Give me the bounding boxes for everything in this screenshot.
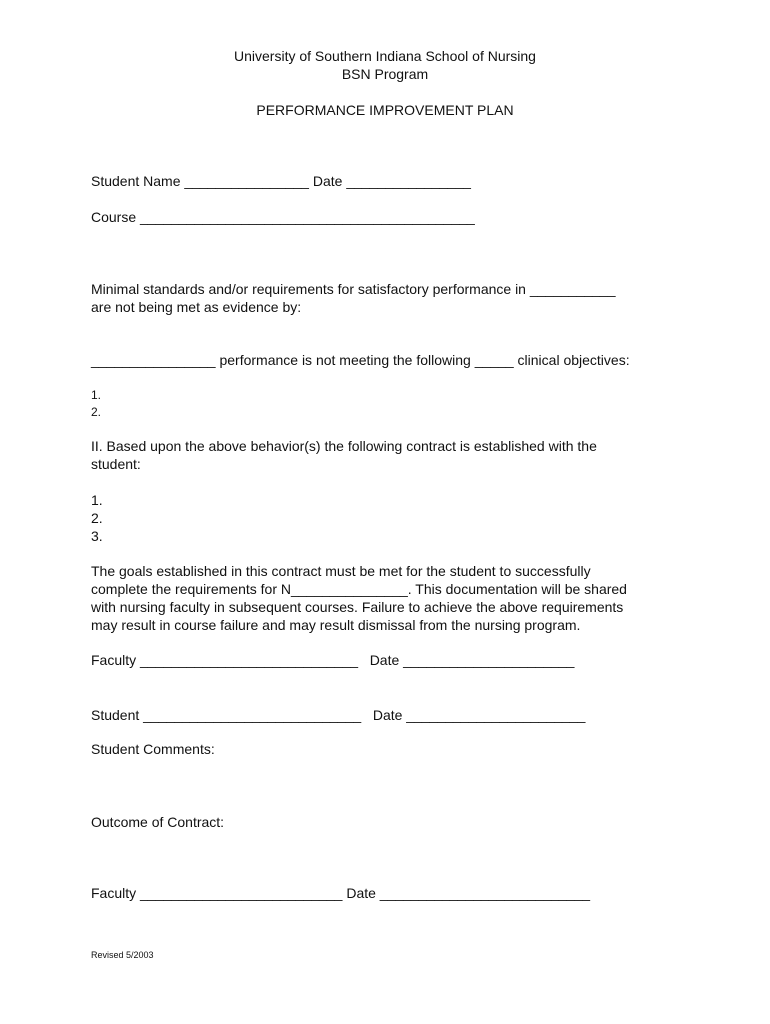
revision-note: Revised 5/2003 — [91, 950, 154, 960]
student-signature-field: Student ____________________________ Date _______________________ — [91, 707, 586, 723]
outcome-label: Outcome of Contract: — [91, 814, 225, 830]
goals-text-line-1: The goals established in this contract must be met for the student to successfully — [91, 563, 591, 579]
goals-text-line-4: may result in course failure and may result dismissal from the nursing program. — [91, 617, 581, 633]
final-faculty-signature-field: Faculty __________________________ Date ___________________________ — [91, 885, 591, 901]
institution-heading: University of Southern Indiana School of Nursing — [234, 48, 536, 64]
objective-item: 2. — [91, 405, 102, 419]
contract-item: 3. — [91, 528, 103, 544]
course-field: Course ___________________________________________ — [91, 209, 475, 225]
objective-item: 1. — [91, 388, 102, 402]
faculty-signature-field: Faculty ____________________________ Date ______________________ — [91, 652, 575, 668]
standards-text-line-2: are not being met as evidence by: — [91, 299, 302, 315]
document-title: PERFORMANCE IMPROVEMENT PLAN — [256, 102, 514, 118]
student-name-date-field: Student Name ________________ Date ________________ — [91, 173, 471, 189]
program-heading: BSN Program — [341, 66, 429, 82]
contract-text-line-2: student: — [91, 456, 141, 472]
contract-item: 1. — [91, 492, 103, 508]
contract-text-line-1: II. Based upon the above behavior(s) the following contract is established with the — [91, 438, 597, 454]
goals-text-line-3: with nursing faculty in subsequent courses. Failure to achieve the above requirements — [91, 599, 624, 615]
contract-item: 2. — [91, 510, 103, 526]
standards-text-line-1: Minimal standards and/or requirements for satisfactory performance in ___________ — [91, 281, 616, 297]
goals-text-line-2: complete the requirements for N_______________. This documentation will be shared — [91, 581, 627, 597]
student-comments-label: Student Comments: — [91, 741, 215, 757]
objectives-text: ________________ performance is not meeting the following _____ clinical objectives: — [91, 352, 630, 368]
